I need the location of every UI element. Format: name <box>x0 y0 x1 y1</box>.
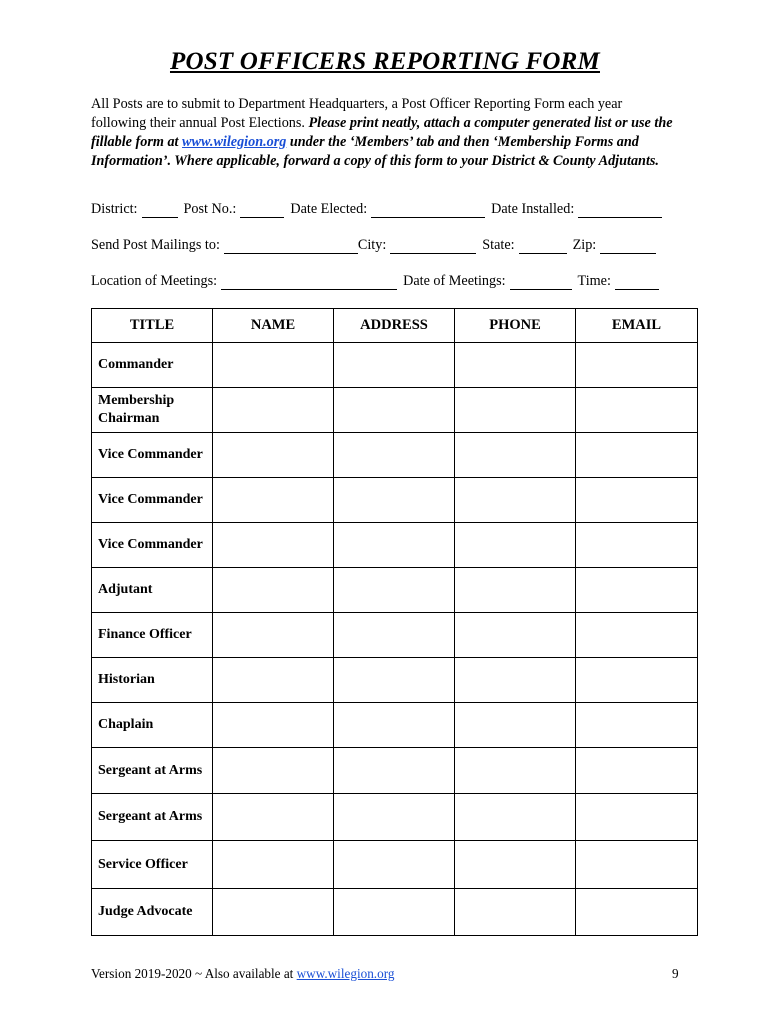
phone-cell[interactable] <box>455 523 576 568</box>
send-mailings-label: Send Post Mailings to: <box>91 237 220 253</box>
name-cell[interactable] <box>213 613 334 658</box>
intro-text: All Posts are to submit to Department Headquarters, a Post Officer Reporting Form each year following their annual Post Elections. <box>91 96 623 131</box>
date-installed-label: Date Installed: <box>491 201 575 217</box>
phone-cell[interactable] <box>455 794 576 841</box>
name-cell[interactable] <box>213 703 334 748</box>
header-name: NAME <box>213 309 334 343</box>
page-title: POST OFFICERS REPORTING FORM <box>169 48 600 75</box>
state-field[interactable] <box>519 240 567 254</box>
name-cell[interactable] <box>213 433 334 478</box>
zip-field[interactable] <box>600 240 656 254</box>
email-cell[interactable] <box>576 613 698 658</box>
phone-cell[interactable] <box>455 343 576 388</box>
name-cell[interactable] <box>213 748 334 794</box>
address-cell[interactable] <box>334 658 455 703</box>
email-cell[interactable] <box>576 523 698 568</box>
officer-title-cell: Sergeant at Arms <box>92 794 213 841</box>
table-row <box>92 523 698 568</box>
name-cell[interactable] <box>213 568 334 613</box>
phone-cell[interactable] <box>455 478 576 523</box>
phone-cell[interactable] <box>455 568 576 613</box>
email-cell[interactable] <box>576 889 698 936</box>
location-label: Location of Meetings: <box>91 273 218 289</box>
intro-paragraph <box>91 95 676 171</box>
address-cell[interactable] <box>334 343 455 388</box>
address-cell[interactable] <box>334 794 455 841</box>
email-cell[interactable] <box>576 433 698 478</box>
phone-cell[interactable] <box>455 703 576 748</box>
field-row-1 <box>91 201 681 218</box>
date-elected-field[interactable] <box>371 204 485 218</box>
officer-title-cell: Vice Commander <box>92 433 213 478</box>
address-cell[interactable] <box>334 388 455 433</box>
time-field[interactable] <box>615 276 659 290</box>
address-cell[interactable] <box>334 748 455 794</box>
intro-instructions: Please print neatly, attach a computer generated list or use the fillable form at <box>91 115 673 150</box>
name-cell[interactable] <box>213 478 334 523</box>
email-cell[interactable] <box>576 388 698 433</box>
phone-cell[interactable] <box>455 841 576 889</box>
date-meetings-field[interactable] <box>510 276 572 290</box>
city-label: City: <box>357 237 387 253</box>
table-row <box>92 568 698 613</box>
table-row <box>92 794 698 841</box>
email-cell[interactable] <box>576 841 698 889</box>
email-cell[interactable] <box>576 748 698 794</box>
zip-label: Zip: <box>572 237 597 253</box>
address-cell[interactable] <box>334 523 455 568</box>
post-no-field[interactable] <box>240 204 284 218</box>
table-row <box>92 478 698 523</box>
officer-title-cell: Vice Commander <box>92 478 213 523</box>
location-field[interactable] <box>221 276 397 290</box>
table-row <box>92 343 698 388</box>
address-cell[interactable] <box>334 478 455 523</box>
name-cell[interactable] <box>213 794 334 841</box>
district-field[interactable] <box>142 204 178 218</box>
address-cell[interactable] <box>334 568 455 613</box>
phone-cell[interactable] <box>455 433 576 478</box>
name-cell[interactable] <box>213 658 334 703</box>
table-row <box>92 388 698 433</box>
time-label: Time: <box>577 273 611 289</box>
name-cell[interactable] <box>213 343 334 388</box>
table-row <box>92 433 698 478</box>
officer-title-cell: Commander <box>92 343 213 388</box>
post-no-label: Post No.: <box>183 201 237 217</box>
page-number: 9 <box>672 966 679 981</box>
name-cell[interactable] <box>213 889 334 936</box>
address-cell[interactable] <box>334 703 455 748</box>
date-installed-field[interactable] <box>578 204 662 218</box>
email-cell[interactable] <box>576 703 698 748</box>
email-cell[interactable] <box>576 658 698 703</box>
phone-cell[interactable] <box>455 889 576 936</box>
name-cell[interactable] <box>213 523 334 568</box>
officer-title-cell: Judge Advocate <box>92 889 213 936</box>
district-label: District: <box>91 201 138 217</box>
table-row <box>92 613 698 658</box>
field-row-3 <box>91 273 681 290</box>
table-row <box>92 748 698 794</box>
date-elected-label: Date Elected: <box>290 201 368 217</box>
header-email: EMAIL <box>576 309 698 343</box>
officer-title-cell: Historian <box>92 658 213 703</box>
address-cell[interactable] <box>334 433 455 478</box>
address-cell[interactable] <box>334 613 455 658</box>
table-row <box>92 703 698 748</box>
state-label: State: <box>482 237 515 253</box>
email-cell[interactable] <box>576 343 698 388</box>
email-cell[interactable] <box>576 478 698 523</box>
footer-text: Version 2019-2020 ~ Also available at <box>91 966 294 981</box>
phone-cell[interactable] <box>455 388 576 433</box>
table-row <box>92 889 698 936</box>
officer-title-cell: Finance Officer <box>92 613 213 658</box>
officer-title-cell: Membership Chairman <box>92 388 213 433</box>
phone-cell[interactable] <box>455 748 576 794</box>
header-address: ADDRESS <box>334 309 455 343</box>
name-cell[interactable] <box>213 841 334 889</box>
header-title: TITLE <box>92 309 213 343</box>
officers-table <box>91 308 698 936</box>
field-row-2 <box>91 237 681 254</box>
header-phone: PHONE <box>455 309 576 343</box>
table-row <box>92 841 698 889</box>
name-cell[interactable] <box>213 388 334 433</box>
intro-link[interactable]: www.wilegion.org <box>182 134 287 150</box>
table-header-row <box>92 309 698 343</box>
city-field[interactable] <box>390 240 476 254</box>
footer-link[interactable]: www.wilegion.org <box>296 966 395 981</box>
officer-title-cell: Adjutant <box>92 568 213 613</box>
phone-cell[interactable] <box>455 658 576 703</box>
footer <box>91 966 394 982</box>
email-cell[interactable] <box>576 568 698 613</box>
table-row <box>92 658 698 703</box>
officer-title-cell: Service Officer <box>92 841 213 889</box>
send-mailings-field[interactable] <box>224 240 358 254</box>
address-cell[interactable] <box>334 889 455 936</box>
officer-title-cell: Vice Commander <box>92 523 213 568</box>
phone-cell[interactable] <box>455 613 576 658</box>
officer-title-cell: Chaplain <box>92 703 213 748</box>
date-meetings-label: Date of Meetings: <box>403 273 506 289</box>
email-cell[interactable] <box>576 794 698 841</box>
officer-title-cell: Sergeant at Arms <box>92 748 213 794</box>
address-cell[interactable] <box>334 841 455 889</box>
intro-instructions-cont: under the ‘Members’ tab and then ‘Membership Forms and Information’. Where applicable, forward a copy of this form to your District & County Adjutants. <box>91 134 659 169</box>
